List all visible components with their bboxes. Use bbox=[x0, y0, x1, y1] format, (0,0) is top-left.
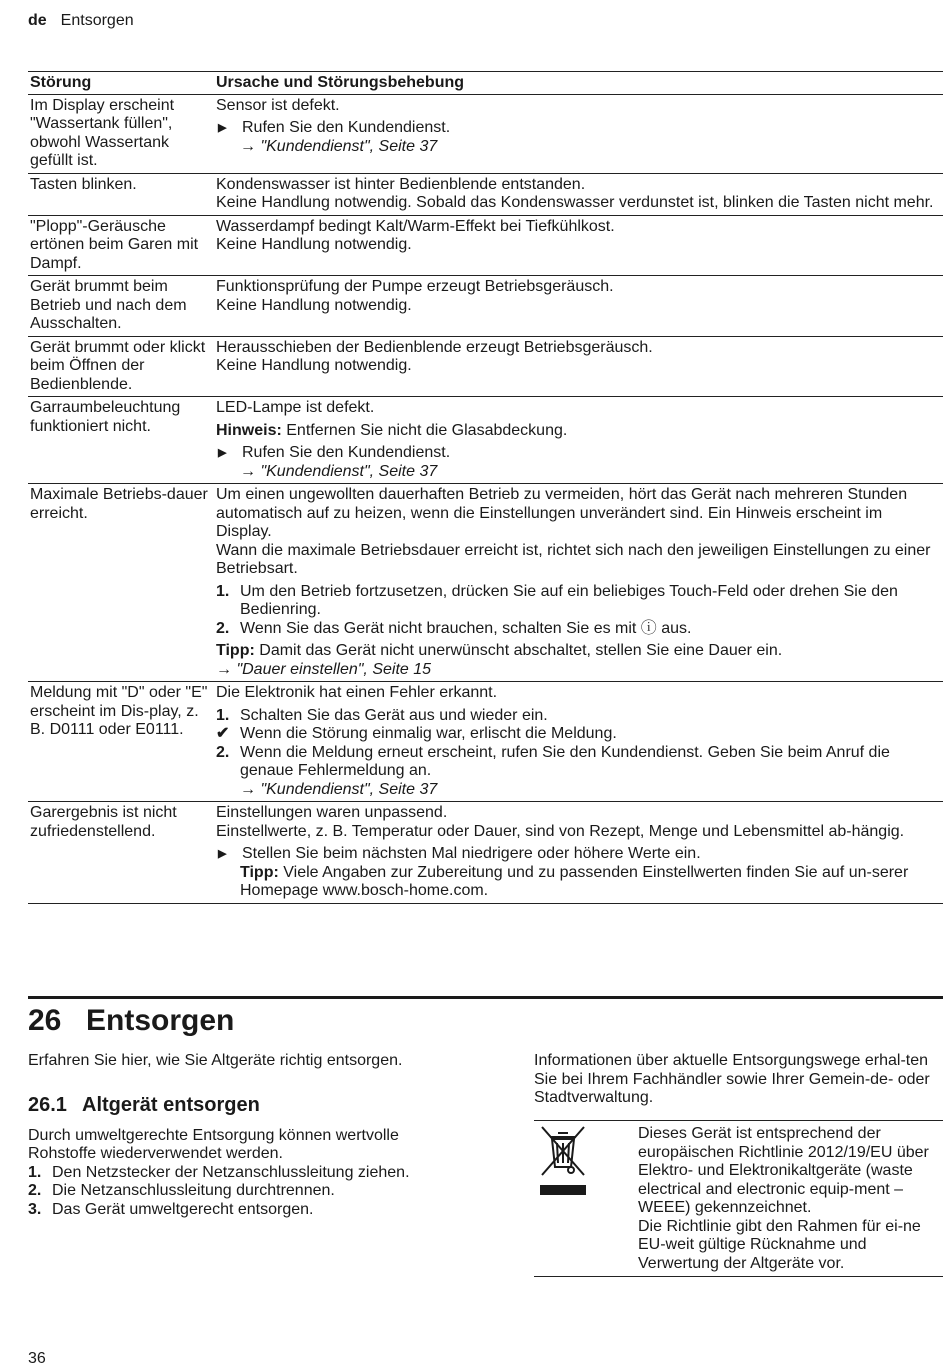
column-header-cause: Ursache und Störungsbehebung bbox=[214, 72, 943, 95]
running-header bbox=[28, 12, 134, 31]
triangle-bullet-icon: ▶ bbox=[218, 848, 227, 860]
left-column bbox=[28, 1052, 468, 1219]
fault-cell: Gerät brummt oder klickt beim Öffnen der Bedienblende. bbox=[28, 336, 214, 397]
section-number: 26 bbox=[28, 1004, 62, 1037]
language-code: de bbox=[28, 12, 47, 29]
cause-text: Die Elektronik hat einen Fehler erkannt. bbox=[216, 684, 498, 701]
crossed-out-wheelie-bin-icon bbox=[538, 1123, 588, 1199]
column-header-fault: Störung bbox=[28, 72, 214, 95]
action-text: Stellen Sie beim nächsten Mal niedrigere oder höhere Werte ein. bbox=[242, 845, 701, 862]
triangle-bullet-icon: ▶ bbox=[218, 447, 227, 459]
step-number: 2. bbox=[28, 1182, 42, 1199]
section-intro: Erfahren Sie hier, wie Sie Altgeräte richtig entsorgen. bbox=[28, 1052, 403, 1069]
step-number: 2. bbox=[216, 619, 230, 637]
remedy-cell bbox=[214, 94, 943, 173]
triangle-bullet-icon: ▶ bbox=[218, 122, 227, 134]
list-item bbox=[28, 1201, 468, 1220]
step-text: Das Gerät umweltgerecht entsorgen. bbox=[52, 1200, 314, 1218]
remedy-cell bbox=[214, 682, 943, 802]
table-row bbox=[28, 682, 943, 802]
table-row bbox=[28, 276, 943, 337]
list-item bbox=[28, 1182, 468, 1201]
fault-cell: Gerät brummt beim Betrieb und nach dem Ausschalten. bbox=[28, 276, 214, 337]
remedy-cell bbox=[214, 276, 943, 337]
table-row bbox=[28, 94, 943, 173]
step-text: Den Netzstecker der Netzanschlussleitung ziehen. bbox=[52, 1163, 410, 1181]
cause-text: Herausschieben der Bedienblende erzeugt Betriebsgeräusch. bbox=[216, 338, 653, 356]
check-mark-icon: ✔ bbox=[216, 725, 230, 742]
step-number: 1. bbox=[216, 582, 230, 600]
table-row bbox=[28, 397, 943, 484]
subsection-intro: Durch umweltgerechte Entsorgung können wertvolle Rohstoffe wiederverwendet werden. bbox=[28, 1126, 399, 1162]
numbered-step bbox=[216, 744, 941, 781]
action-step bbox=[216, 119, 941, 138]
tip-text: Damit das Gerät nicht unerwünscht abschaltet, stellen Sie eine Dauer ein. bbox=[254, 642, 783, 659]
cause-text: LED-Lampe ist defekt. bbox=[216, 399, 375, 416]
subsection-number: 26.1 bbox=[28, 1093, 67, 1116]
weee-text bbox=[638, 1125, 938, 1273]
step-number: 1. bbox=[28, 1163, 42, 1181]
subsection-heading bbox=[28, 1093, 468, 1117]
remedy-cell bbox=[214, 484, 943, 682]
step-number: 3. bbox=[28, 1200, 42, 1218]
result-text: Wenn die Störung einmalig war, erlischt die Meldung. bbox=[240, 725, 617, 742]
numbered-step bbox=[216, 583, 941, 620]
table-row bbox=[28, 215, 943, 276]
result-step bbox=[216, 725, 941, 744]
tip-label: Tipp: bbox=[240, 863, 279, 881]
remedy-text: Keine Handlung notwendig. bbox=[216, 296, 412, 314]
header-title: Entsorgen bbox=[60, 12, 134, 29]
table-header-row bbox=[28, 72, 943, 95]
tip-note bbox=[216, 864, 941, 901]
fault-cell: Maximale Betriebs-dauer erreicht. bbox=[28, 484, 214, 682]
disposal-steps bbox=[28, 1164, 468, 1220]
remedy-cell bbox=[214, 215, 943, 276]
remedy-text: Einstellwerte, z. B. Temperatur oder Dauer, sind von Rezept, Menge und Lebensmittel ab-hängig. bbox=[216, 822, 905, 840]
step-text: Wenn die Meldung erneut erscheint, rufen Sie den Kundendienst. Geben Sie beim Anruf die genaue Fehlermeldung an. bbox=[240, 743, 890, 779]
numbered-step bbox=[216, 620, 941, 639]
cause-text: Wasserdampf bedingt Kalt/Warm-Effekt bei Tiefkühlkost. bbox=[216, 217, 615, 235]
step-text: Um den Betrieb fortzusetzen, drücken Sie auf ein beliebiges Touch-Feld oder drehen Sie den Bedienring. bbox=[240, 582, 898, 618]
numbered-step bbox=[216, 707, 941, 726]
step-text: Die Netzanschlussleitung durchtrennen. bbox=[52, 1182, 335, 1199]
cross-reference-link[interactable]: → "Kundendienst", Seite 37 bbox=[240, 462, 438, 480]
section-title: Entsorgen bbox=[86, 1004, 235, 1037]
cause-text: Kondenswasser ist hinter Bedienblende entstanden. bbox=[216, 175, 586, 193]
right-column bbox=[534, 1052, 942, 1108]
tip-label: Tipp: bbox=[216, 642, 255, 659]
remedy-cell bbox=[214, 336, 943, 397]
disposal-info-text: Informationen über aktuelle Entsorgungswege erhal-ten Sie bei Ihrem Fachhändler sowie Ihrer Gemein-de- oder Stadtverwaltung. bbox=[534, 1052, 930, 1106]
table-row bbox=[28, 336, 943, 397]
remedy-text: Wann die maximale Betriebsdauer erreicht ist, richtet sich nach den jeweiligen Einstellungen zu einer Betriebsart. bbox=[216, 541, 931, 577]
weee-notice bbox=[534, 1120, 943, 1277]
fault-cell: Meldung mit "D" oder "E" erscheint im Dis-play, z. B. D0111 oder E0111. bbox=[28, 682, 214, 802]
action-step bbox=[216, 444, 941, 463]
cause-text: Um einen ungewollten dauerhaften Betrieb zu vermeiden, hört das Gerät nach mehreren Stunden automatisch auf zu heizen, wenn die Einstellungen unverändert sind. Ein Hinweis erscheint im Display. bbox=[216, 486, 908, 540]
remedy-text: Keine Handlung notwendig. bbox=[216, 357, 412, 374]
weee-paragraph: Die Richtlinie gibt den Rahmen für ei-ne EU-weit gültige Rücknahme und Verwertung der Altgeräte vor. bbox=[638, 1217, 921, 1272]
action-text: Rufen Sie den Kundendienst. bbox=[242, 119, 451, 136]
cross-reference-link[interactable]: → "Kundendienst", Seite 37 bbox=[240, 137, 438, 155]
tip-note bbox=[216, 642, 941, 661]
remedy-cell bbox=[214, 802, 943, 904]
troubleshooting-table bbox=[28, 71, 943, 904]
fault-cell: "Plopp"-Geräusche ertönen beim Garen mit Dampf. bbox=[28, 215, 214, 276]
hint-note bbox=[216, 422, 941, 441]
remedy-text: Keine Handlung notwendig. bbox=[216, 236, 412, 253]
cross-reference-link[interactable]: → "Dauer einstellen", Seite 15 bbox=[216, 660, 432, 678]
tip-text: Viele Angaben zur Zubereitung und zu passenden Einstellwerten finden Sie auf un-serer Homepage www.bosch-home.com. bbox=[240, 863, 909, 899]
page-number: 36 bbox=[28, 1350, 46, 1367]
action-step bbox=[216, 845, 941, 864]
cause-text: Einstellungen waren unpassend. bbox=[216, 804, 448, 821]
step-text: Wenn Sie das Gerät nicht brauchen, schalten Sie es mit ⓘ aus. bbox=[240, 619, 692, 637]
fault-cell: Tasten blinken. bbox=[28, 173, 214, 215]
remedy-text: Keine Handlung notwendig. Sobald das Kondenswasser verdunstet ist, blinken die Tasten nicht mehr. bbox=[216, 194, 934, 211]
table-row bbox=[28, 484, 943, 682]
hint-text: Entfernen Sie nicht die Glasabdeckung. bbox=[281, 421, 568, 439]
cause-text: Sensor ist defekt. bbox=[216, 96, 340, 114]
cause-text: Funktionsprüfung der Pumpe erzeugt Betriebsgeräusch. bbox=[216, 278, 614, 295]
action-text: Rufen Sie den Kundendienst. bbox=[242, 444, 451, 461]
weee-paragraph: Dieses Gerät ist entsprechend der europäischen Richtlinie 2012/19/EU über Elektro- und Elektronikaltgeräte (waste electrical and electronic equip-ment – WEEE) gekennzeichnet. bbox=[638, 1125, 929, 1216]
step-text: Schalten Sie das Gerät aus und wieder ein. bbox=[240, 706, 548, 724]
cross-reference-link[interactable]: → "Kundendienst", Seite 37 bbox=[240, 780, 438, 798]
step-number: 2. bbox=[216, 743, 230, 761]
section-divider bbox=[28, 996, 943, 999]
section-heading bbox=[28, 1003, 234, 1039]
subsection-title: Altgerät entsorgen bbox=[82, 1093, 260, 1116]
remedy-cell bbox=[214, 397, 943, 484]
fault-cell: Garergebnis ist nicht zufriedenstellend. bbox=[28, 802, 214, 904]
table-row bbox=[28, 173, 943, 215]
fault-cell: Im Display erscheint "Wassertank füllen", obwohl Wassertank gefüllt ist. bbox=[28, 94, 214, 173]
remedy-cell bbox=[214, 173, 943, 215]
fault-cell: Garraumbeleuchtung funktioniert nicht. bbox=[28, 397, 214, 484]
step-number: 1. bbox=[216, 706, 230, 724]
table-row bbox=[28, 802, 943, 904]
list-item bbox=[28, 1164, 468, 1183]
hint-label: Hinweis: bbox=[216, 421, 282, 439]
